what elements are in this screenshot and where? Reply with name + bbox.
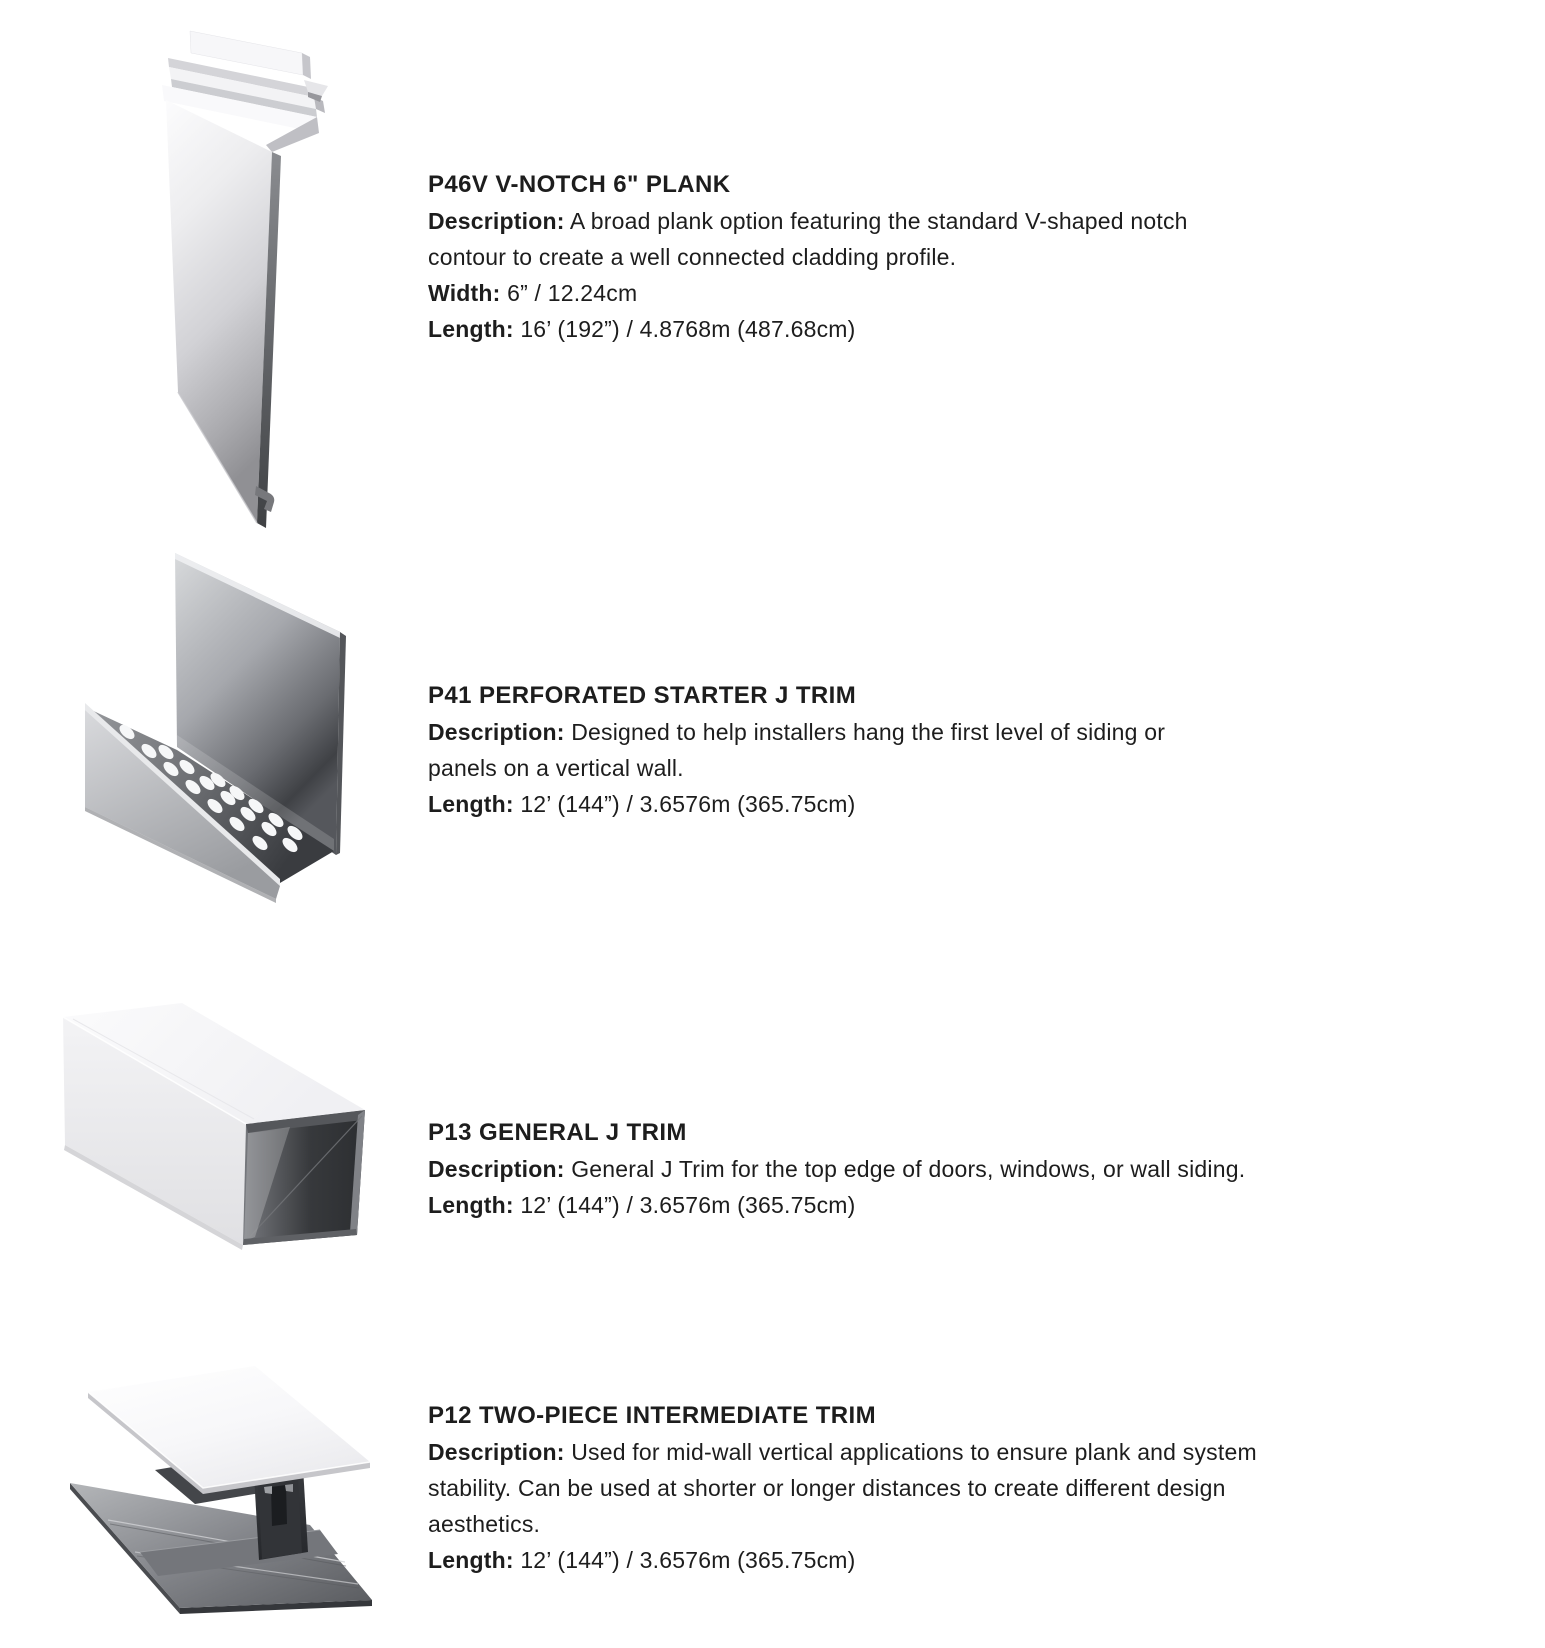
product-description-line [428,1506,1257,1542]
description-text: Designed to help installers hang the first level of siding or [571,719,1166,745]
product-info-p12 [428,1398,1257,1578]
product-title: P12 TWO-PIECE INTERMEDIATE TRIM [428,1402,876,1429]
spec-line-width [428,275,1188,311]
product-description-line [428,1151,1245,1187]
spec-line-length [428,1542,1257,1578]
description-text: panels on a vertical wall. [428,755,684,781]
product-title: P13 GENERAL J TRIM [428,1119,687,1146]
spec-label: Length: [428,1547,514,1573]
spec-label: Length: [428,316,514,342]
description-text: General J Trim for the top edge of doors, windows, or wall siding. [571,1156,1246,1182]
description-text: A broad plank option featuring the standard V-shaped notch [569,208,1188,234]
description-text: aesthetics. [428,1511,541,1537]
description-label: Description: [428,208,565,234]
spec-value: 16’ (192”) / 4.8768m (487.68cm) [520,316,856,342]
two-piece-intermediate-trim-render [40,1300,440,1648]
product-description-line [428,750,1165,786]
product-info-p46v [428,167,1188,347]
v-notch-6-inch-plank-render [100,0,450,530]
product-info-p41 [428,678,1165,822]
spec-value: 6” / 12.24cm [507,280,638,306]
product-title: P41 PERFORATED STARTER J TRIM [428,682,857,709]
description-text: stability. Can be used at shorter or longer distances to create different design [428,1475,1226,1501]
spec-value: 12’ (144”) / 3.6576m (365.75cm) [520,791,856,817]
spec-label: Length: [428,791,514,817]
product-description-line [428,239,1188,275]
perforated-starter-j-trim-render [60,515,420,905]
description-text: Used for mid-wall vertical applications to ensure plank and system [571,1439,1257,1465]
product-description-line [428,203,1188,239]
description-label: Description: [428,1439,565,1465]
spec-label: Length: [428,1192,514,1218]
description-text: contour to create a well connected cladding profile. [428,244,957,270]
description-label: Description: [428,1156,565,1182]
spec-label: Width: [428,280,501,306]
spec-line-length [428,786,1165,822]
spec-value: 12’ (144”) / 3.6576m (365.75cm) [520,1192,856,1218]
spec-line-length [428,311,1188,347]
product-description-line [428,1470,1257,1506]
general-j-trim-render [40,955,460,1290]
product-description-line [428,1434,1257,1470]
spec-line-length [428,1187,1245,1223]
description-label: Description: [428,719,565,745]
spec-value: 12’ (144”) / 3.6576m (365.75cm) [520,1547,856,1573]
product-title: P46V V-NOTCH 6" PLANK [428,171,731,198]
product-info-p13 [428,1115,1245,1223]
product-description-line [428,714,1165,750]
